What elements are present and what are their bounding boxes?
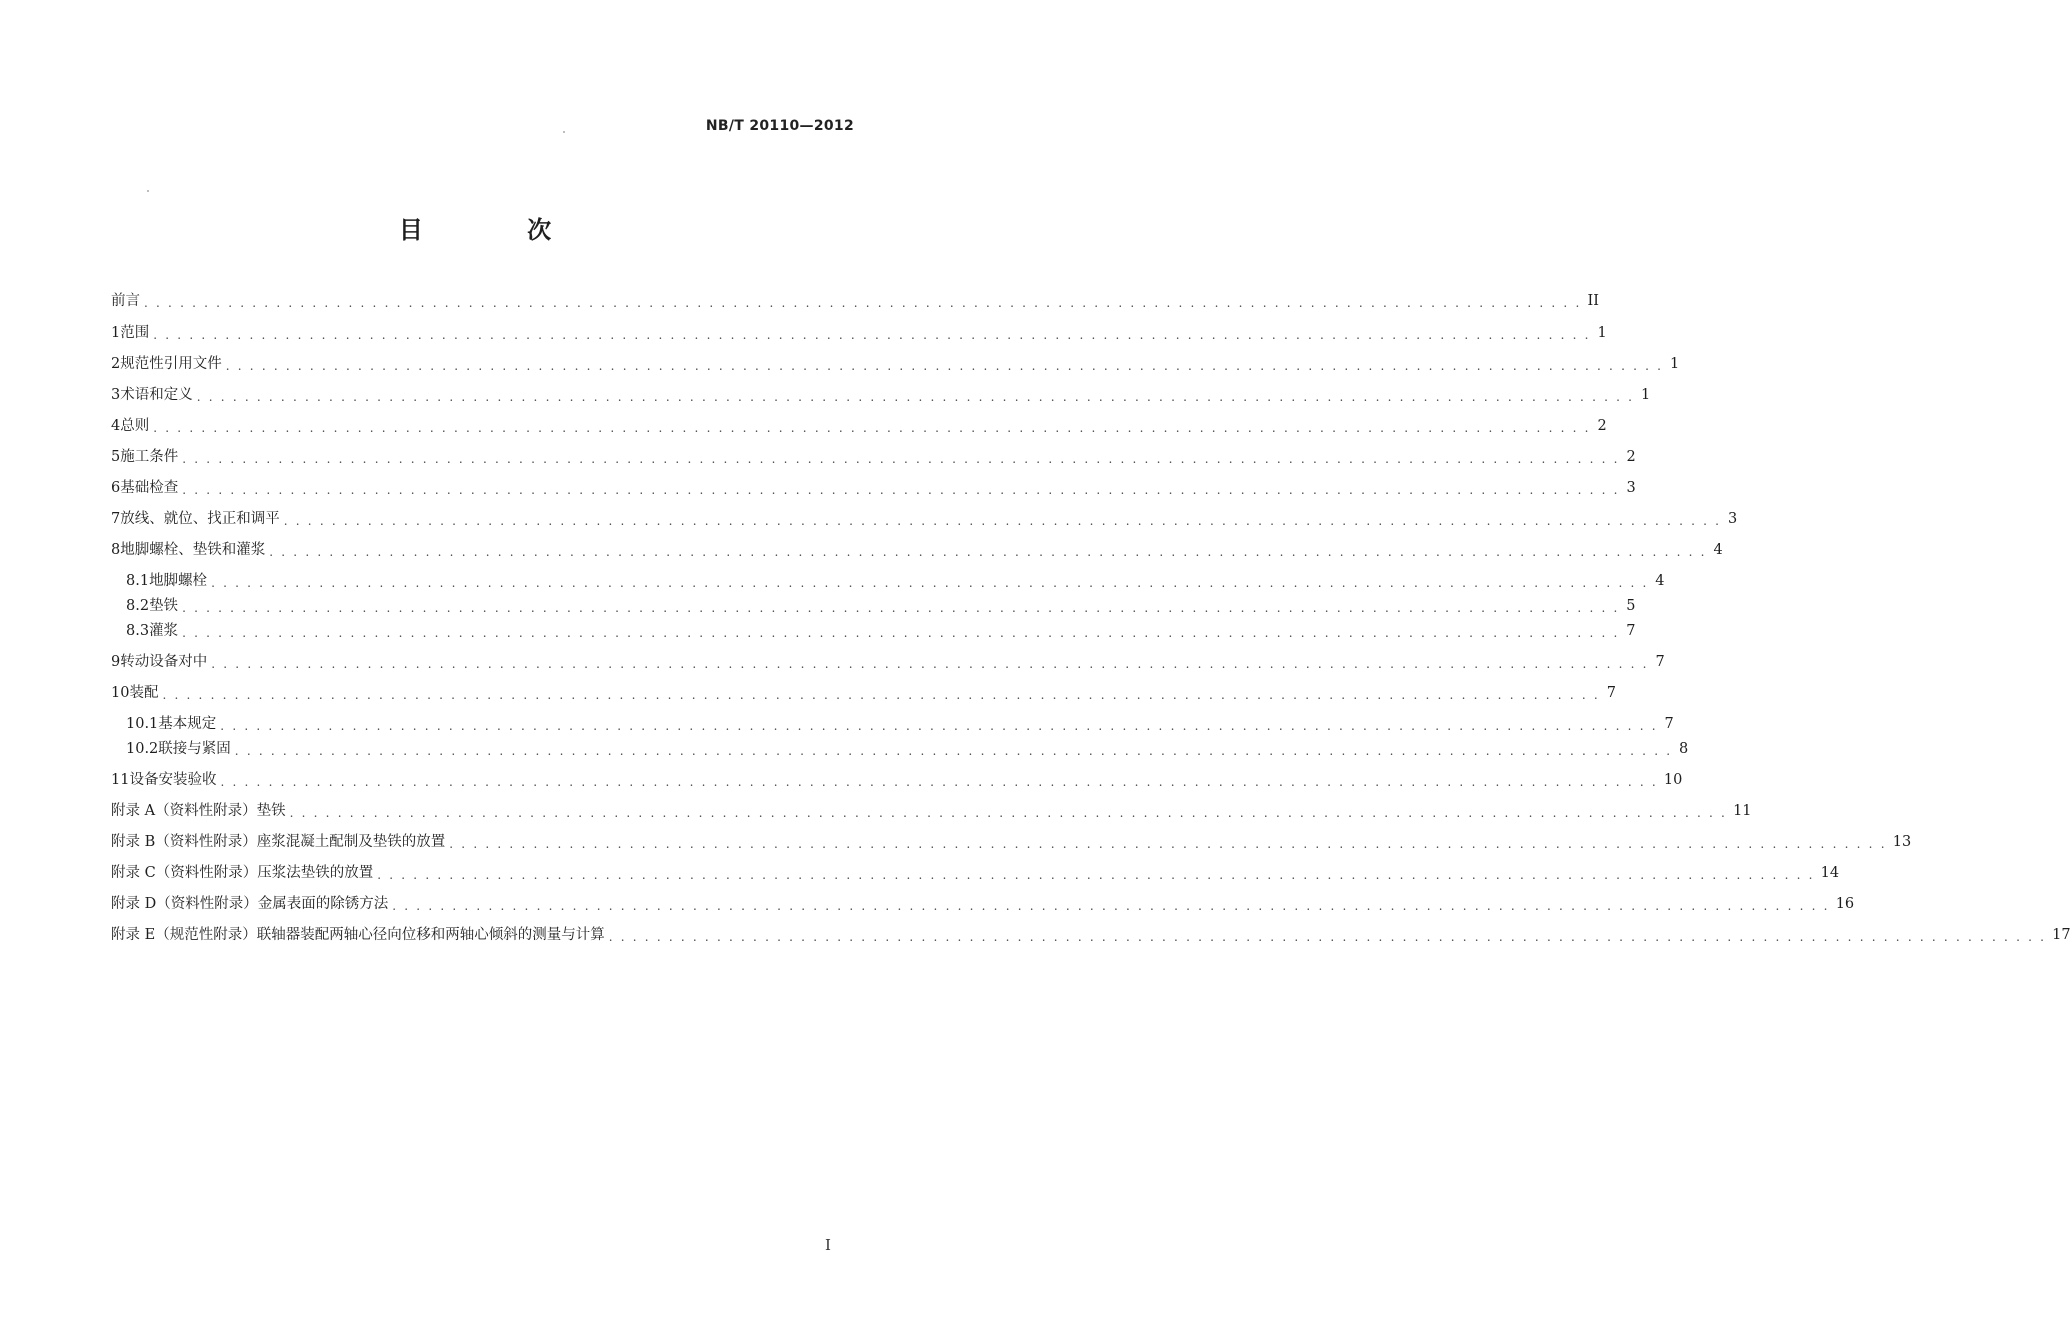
dot-leader: . . . . . . . . . . . . . . . . . . . . . . . . . . . . . . . . . . . . . . . . . . . . . . . . . . . . . . . . . . . . . . . . . . . . . . . . . . . . . . . . . . . . . . . . . . . . . . . . . . . . . . . . . . . . . . . . . . . . . . . . [234, 744, 1673, 758]
toc-entry-number: 7 [111, 511, 121, 527]
toc-entry-number: 10.2 [126, 741, 159, 757]
toc-entry-number: 10.1 [126, 716, 159, 732]
toc-entry[interactable] [111, 769, 1683, 791]
toc-entry-page: 13 [1892, 834, 1912, 850]
toc-entry[interactable] [111, 924, 2071, 946]
toc-entry-label: 金属表面的除锈方法 [257, 896, 389, 912]
toc-entry-label: 基本规定 [158, 716, 217, 732]
dot-leader: . . . . . . . . . . . . . . . . . . . . . . . . . . . . . . . . . . . . . . . . . . . . . . . . . . . . . . . . . . . . . . . . . . . . . . . . . . . . . . . . . . . . . . . . . . . . . . . . . . . . . . . . . . . . . . . . . . . . . . . . [211, 576, 1649, 590]
toc-entry-number: 8.1 [126, 573, 150, 589]
dot-leader: . . . . . . . . . . . . . . . . . . . . . . . . . . . . . . . . . . . . . . . . . . . . . . . . . . . . . . . . . . . . . . . . . . . . . . . . . . . . . . . . . . . . . . . . . . . . . . . . . . . . . . . . . . . . . . . . . . . . . . . . [225, 359, 1664, 373]
page-number: I [825, 1236, 831, 1254]
toc-entry-label: 座浆混凝土配制及垫铁的放置 [256, 834, 446, 850]
dot-leader: . . . . . . . . . . . . . . . . . . . . . . . . . . . . . . . . . . . . . . . . . . . . . . . . . . . . . . . . . . . . . . . . . . . . . . . . . . . . . . . . . . . . . . . . . . . . . . . . . . . . . . . . . . . . . . . . . . . . . . . . [449, 837, 1887, 851]
scan-speck [147, 190, 149, 192]
dot-leader: . . . . . . . . . . . . . . . . . . . . . . . . . . . . . . . . . . . . . . . . . . . . . . . . . . . . . . . . . . . . . . . . . . . . . . . . . . . . . . . . . . . . . . . . . . . . . . . . . . . . . . . . . . . . . . . . . . . . . . . . [377, 868, 1815, 882]
toc-entry-page: 4 [1655, 573, 1665, 589]
toc-entry-page: 2 [1597, 418, 1607, 434]
toc-entry[interactable] [111, 651, 1665, 673]
toc-entry[interactable] [111, 682, 1616, 704]
toc-entry[interactable] [126, 570, 1665, 592]
dot-leader: . . . . . . . . . . . . . . . . . . . . . . . . . . . . . . . . . . . . . . . . . . . . . . . . . . . . . . . . . . . . . . . . . . . . . . . . . . . . . . . . . . . . . . . . . . . . . . . . . . . . . . . . . . . . . . . . . . . . . . . . [144, 296, 1582, 310]
toc-entry-page: 8 [1679, 741, 1689, 757]
toc-entry-page: II [1587, 293, 1599, 309]
toc-entry-label: 施工条件 [120, 449, 179, 465]
dot-leader: . . . . . . . . . . . . . . . . . . . . . . . . . . . . . . . . . . . . . . . . . . . . . . . . . . . . . . . . . . . . . . . . . . . . . . . . . . . . . . . . . . . . . . . . . . . . . . . . . . . . . . . . . . . . . . . . . . . . . . . . [269, 545, 1707, 559]
toc-entry[interactable] [111, 508, 1738, 530]
toc-entry-number: 8.3 [126, 623, 150, 639]
toc-entry-number: 4 [111, 418, 121, 434]
dot-leader: . . . . . . . . . . . . . . . . . . . . . . . . . . . . . . . . . . . . . . . . . . . . . . . . . . . . . . . . . . . . . . . . . . . . . . . . . . . . . . . . . . . . . . . . . . . . . . . . . . . . . . . . . . . . . . . . . . . . . . . . [162, 688, 1600, 702]
toc-entry-number: 附录 C（资料性附录） [111, 865, 258, 881]
toc-entry-number: 3 [111, 387, 121, 403]
toc-entry-page: 4 [1713, 542, 1723, 558]
toc-entry-page: 3 [1727, 511, 1738, 527]
toc-entry-page: 16 [1835, 896, 1855, 912]
toc-entry-label: 地脚螺栓、垫铁和灌浆 [120, 542, 266, 558]
toc-entry[interactable] [111, 446, 1636, 468]
toc-entry-page: 3 [1626, 480, 1636, 496]
toc-entry-label: 术语和定义 [120, 387, 193, 403]
toc-title: 目 次 [398, 216, 600, 244]
toc-entry-page: 7 [1626, 623, 1636, 639]
toc-entry-label: 地脚螺栓 [149, 573, 208, 589]
toc-entry[interactable] [111, 539, 1723, 561]
toc-entry-label: 联接与紧固 [158, 741, 231, 757]
toc-entry-label: 转动设备对中 [120, 654, 208, 670]
dot-leader: . . . . . . . . . . . . . . . . . . . . . . . . . . . . . . . . . . . . . . . . . . . . . . . . . . . . . . . . . . . . . . . . . . . . . . . . . . . . . . . . . . . . . . . . . . . . . . . . . . . . . . . . . . . . . . . . . . . . . . . . [182, 601, 1620, 615]
toc-entry-label: 设备安装验收 [129, 772, 217, 788]
toc-entry-page: 14 [1820, 865, 1840, 881]
toc-entry-number: 2 [111, 356, 121, 372]
toc-entry-label: 垫铁 [256, 803, 286, 819]
toc-entry-label: 装配 [129, 685, 159, 701]
toc-entry-label: 垫铁 [149, 598, 179, 614]
toc-entry-page: 5 [1626, 598, 1636, 614]
toc-entry-number: 11 [111, 772, 130, 788]
toc-entry-label: 规范性引用文件 [120, 356, 222, 372]
toc-entry[interactable] [111, 384, 1651, 406]
toc-entry[interactable] [111, 477, 1636, 499]
dot-leader: . . . . . . . . . . . . . . . . . . . . . . . . . . . . . . . . . . . . . . . . . . . . . . . . . . . . . . . . . . . . . . . . . . . . . . . . . . . . . . . . . . . . . . . . . . . . . . . . . . . . . . . . . . . . . . . . . . . . . . . . [283, 514, 1722, 528]
toc-entry[interactable] [111, 831, 1912, 853]
toc-entry-label: 放线、就位、找正和调平 [120, 511, 280, 527]
toc-entry-page: 1 [1669, 356, 1680, 372]
toc-entry-number: 8 [111, 542, 121, 558]
toc-entry-number: 6 [111, 480, 121, 496]
toc-entry-page: 17 [2052, 927, 2071, 943]
toc-entry-label: 前言 [111, 293, 140, 309]
dot-leader: . . . . . . . . . . . . . . . . . . . . . . . . . . . . . . . . . . . . . . . . . . . . . . . . . . . . . . . . . . . . . . . . . . . . . . . . . . . . . . . . . . . . . . . . . . . . . . . . . . . . . . . . . . . . . . . . . . . . . . . . [153, 421, 1591, 435]
dot-leader: . . . . . . . . . . . . . . . . . . . . . . . . . . . . . . . . . . . . . . . . . . . . . . . . . . . . . . . . . . . . . . . . . . . . . . . . . . . . . . . . . . . . . . . . . . . . . . . . . . . . . . . . . . . . . . . . . . . . . . . . [289, 806, 1728, 820]
toc-entry[interactable] [111, 800, 1752, 822]
toc-entry-label: 范围 [120, 325, 150, 341]
dot-leader: . . . . . . . . . . . . . . . . . . . . . . . . . . . . . . . . . . . . . . . . . . . . . . . . . . . . . . . . . . . . . . . . . . . . . . . . . . . . . . . . . . . . . . . . . . . . . . . . . . . . . . . . . . . . . . . . . . . . . . . . [220, 775, 1658, 789]
dot-leader: . . . . . . . . . . . . . . . . . . . . . . . . . . . . . . . . . . . . . . . . . . . . . . . . . . . . . . . . . . . . . . . . . . . . . . . . . . . . . . . . . . . . . . . . . . . . . . . . . . . . . . . . . . . . . . . . . . . . . . . . [182, 483, 1620, 497]
toc-entry[interactable] [126, 713, 1674, 735]
toc-entry-page: 10 [1663, 772, 1683, 788]
toc-entry[interactable] [111, 862, 1840, 884]
toc-entry-label: 联轴器装配两轴心径向位移和两轴心倾斜的测量与计算 [256, 927, 605, 943]
toc-entry-label: 压浆法垫铁的放置 [257, 865, 374, 881]
toc-entry[interactable] [126, 595, 1636, 617]
scan-speck [563, 131, 565, 133]
toc-entry-page: 7 [1655, 654, 1665, 670]
toc-entry-number: 8.2 [126, 598, 150, 614]
toc-entry-number: 5 [111, 449, 121, 465]
toc-entry-label: 灌浆 [149, 623, 179, 639]
toc-entry-number: 附录 A（资料性附录） [111, 803, 257, 819]
dot-leader: . . . . . . . . . . . . . . . . . . . . . . . . . . . . . . . . . . . . . . . . . . . . . . . . . . . . . . . . . . . . . . . . . . . . . . . . . . . . . . . . . . . . . . . . . . . . . . . . . . . . . . . . . . . . . . . . . . . . . . . . [211, 657, 1649, 671]
toc-entry-page: 1 [1640, 387, 1651, 403]
dot-leader: . . . . . . . . . . . . . . . . . . . . . . . . . . . . . . . . . . . . . . . . . . . . . . . . . . . . . . . . . . . . . . . . . . . . . . . . . . . . . . . . . . . . . . . . . . . . . . . . . . . . . . . . . . . . . . . . . . . . . . . . [608, 930, 2047, 944]
toc-entry-number: 10 [111, 685, 130, 701]
toc-entry-number: 附录 E（规范性附录） [111, 927, 257, 943]
toc-entry-label: 基础检查 [120, 480, 179, 496]
toc-entry[interactable] [111, 290, 1599, 312]
dot-leader: . . . . . . . . . . . . . . . . . . . . . . . . . . . . . . . . . . . . . . . . . . . . . . . . . . . . . . . . . . . . . . . . . . . . . . . . . . . . . . . . . . . . . . . . . . . . . . . . . . . . . . . . . . . . . . . . . . . . . . . . [220, 719, 1658, 733]
dot-leader: . . . . . . . . . . . . . . . . . . . . . . . . . . . . . . . . . . . . . . . . . . . . . . . . . . . . . . . . . . . . . . . . . . . . . . . . . . . . . . . . . . . . . . . . . . . . . . . . . . . . . . . . . . . . . . . . . . . . . . . . [196, 390, 1635, 404]
toc-entry-page: 1 [1597, 325, 1607, 341]
toc-entry-page: 2 [1626, 449, 1636, 465]
toc-entry[interactable] [111, 893, 1855, 915]
toc-entry[interactable] [111, 353, 1680, 375]
toc-entry-number: 附录 D（资料性附录） [111, 896, 258, 912]
toc-entry-number: 附录 B（资料性附录） [111, 834, 257, 850]
toc-entry-page: 11 [1733, 803, 1752, 819]
dot-leader: . . . . . . . . . . . . . . . . . . . . . . . . . . . . . . . . . . . . . . . . . . . . . . . . . . . . . . . . . . . . . . . . . . . . . . . . . . . . . . . . . . . . . . . . . . . . . . . . . . . . . . . . . . . . . . . . . . . . . . . . [153, 328, 1591, 342]
toc-entry-number: 9 [111, 654, 121, 670]
dot-leader: . . . . . . . . . . . . . . . . . . . . . . . . . . . . . . . . . . . . . . . . . . . . . . . . . . . . . . . . . . . . . . . . . . . . . . . . . . . . . . . . . . . . . . . . . . . . . . . . . . . . . . . . . . . . . . . . . . . . . . . . [182, 626, 1620, 640]
dot-leader: . . . . . . . . . . . . . . . . . . . . . . . . . . . . . . . . . . . . . . . . . . . . . . . . . . . . . . . . . . . . . . . . . . . . . . . . . . . . . . . . . . . . . . . . . . . . . . . . . . . . . . . . . . . . . . . . . . . . . . . . [182, 452, 1620, 466]
toc-entry[interactable] [111, 415, 1607, 437]
toc-entry-page: 7 [1664, 716, 1674, 732]
toc-entry[interactable] [126, 620, 1636, 642]
standard-code: NB/T 20110—2012 [705, 118, 854, 134]
toc-entry-page: 7 [1606, 685, 1616, 701]
dot-leader: . . . . . . . . . . . . . . . . . . . . . . . . . . . . . . . . . . . . . . . . . . . . . . . . . . . . . . . . . . . . . . . . . . . . . . . . . . . . . . . . . . . . . . . . . . . . . . . . . . . . . . . . . . . . . . . . . . . . . . . . [392, 899, 1830, 913]
toc-entry[interactable] [111, 322, 1607, 344]
toc-entry-number: 1 [111, 325, 121, 341]
toc-entry-label: 总则 [120, 418, 150, 434]
toc-entry[interactable] [126, 738, 1689, 760]
